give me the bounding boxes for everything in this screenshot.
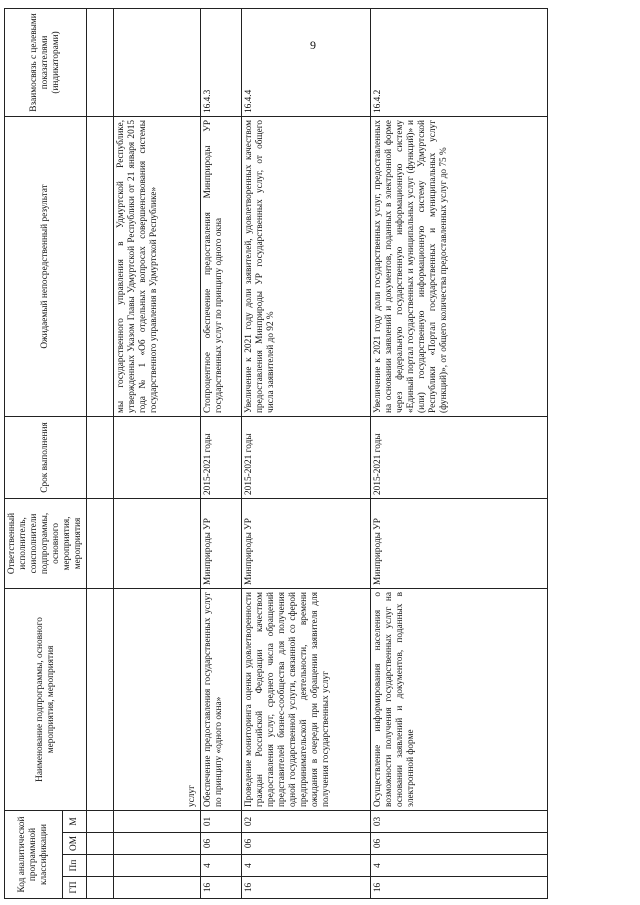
cell-name: Осуществление информирования населения о возможности получения государственных услуг на основании заявлений и документов, поданных в электронной форме xyxy=(371,588,548,810)
cell-om: 06 xyxy=(242,833,371,855)
cell-responsible: Минприроды УР xyxy=(242,498,371,588)
cell-link: 16.4.2 xyxy=(371,8,548,116)
cell-pp: 4 xyxy=(242,855,371,877)
spacer-row xyxy=(87,8,114,898)
cell-gp: 16 xyxy=(242,877,371,899)
table-row xyxy=(371,8,548,898)
header-link: Взаимосвязь с целевыми показателями (индикаторами) xyxy=(5,8,87,116)
cell-m: 03 xyxy=(371,810,548,832)
cell-pp: 4 xyxy=(371,855,548,877)
header-pp: Пп xyxy=(62,855,86,877)
page-number: 9 xyxy=(310,38,316,52)
header-m: М xyxy=(62,810,86,832)
cell-result: Увеличение к 2021 году доли заявителей, удовлетворенных качеством предоставления Минприроды УР государственных услуг, от общего числа заявителей до 92 % xyxy=(242,116,371,416)
rotated-table-wrapper xyxy=(4,9,544,899)
cell-om xyxy=(114,833,201,855)
cell-link: 16.4.4 xyxy=(242,8,371,116)
table-row xyxy=(242,8,371,898)
cell-term: 2015-2021 годы xyxy=(242,416,371,498)
cell-gp xyxy=(114,877,201,899)
cell-om: 06 xyxy=(201,833,242,855)
cell-responsible: Минприроды УР xyxy=(201,498,242,588)
cell-result: Увеличение к 2021 году доли государственных услуг, предоставленных на основании заявлений и документов, поданных в электронной форме через федеральную государственную информационную систему «Единый портал государственных и муниципальных услуг (функций)» и (или) государственную информационную систему Удмуртской Республики «Портал государственных и муниципальных услуг (функций)», от общего количества предоставленных услуг до 75 % xyxy=(371,116,548,416)
cell-m xyxy=(114,810,201,832)
table-row xyxy=(114,8,201,898)
header-code: Код аналитической программной классификации xyxy=(5,810,63,898)
program-measures-table xyxy=(4,8,548,899)
cell-pp: 4 xyxy=(201,855,242,877)
cell-name: Обеспечение предоставления государственных услуг по принципу «одного окна» xyxy=(201,588,242,810)
cell-responsible: Минприроды УР xyxy=(371,498,548,588)
cell-m: 01 xyxy=(201,810,242,832)
header-responsible: Ответственный исполнитель, соисполнители подпрограммы, основного мероприятия, мероприятия xyxy=(5,498,87,588)
cell-gp: 16 xyxy=(201,877,242,899)
header-om: ОМ xyxy=(62,833,86,855)
header-name: Наименование подпрограммы, основного мероприятия, мероприятия xyxy=(5,588,87,810)
cell-pp xyxy=(114,855,201,877)
cell-term xyxy=(114,416,201,498)
cell-name: Проведение мониторинга оценки удовлетворенности граждан Российской Федерации качеством предоставления услуг, среднего числа обращений представителей бизнес-сообщества для получения одной государственной услуги, связанной со сферой предпринимательской деятельности, времени ожидания в очереди при обращении заявителя для получения государственных услуг xyxy=(242,588,371,810)
cell-om: 06 xyxy=(371,833,548,855)
cell-name: услуг xyxy=(114,588,201,810)
cell-term: 2015-2021 годы xyxy=(201,416,242,498)
table-row xyxy=(201,8,242,898)
cell-gp: 16 xyxy=(371,877,548,899)
cell-result: Стопроцентное обеспечение предоставления Минприроды УР государственных услуг по принципу одного окна xyxy=(201,116,242,416)
cell-m: 02 xyxy=(242,810,371,832)
header-gp: ГП xyxy=(62,877,86,899)
cell-responsible xyxy=(114,498,201,588)
cell-link xyxy=(114,8,201,116)
header-result: Ожидаемый непосредственный результат xyxy=(5,116,87,416)
cell-result: мы государственного управления в Удмуртской Республике, утвержденных Указом Главы Удмуртской Республики от 21 января 2015 года № 1 «Об отдельных вопросах совершенствования системы государственного управления в Удмуртской Республике» xyxy=(114,116,201,416)
header-term: Срок выполнения xyxy=(5,416,87,498)
cell-term: 2015-2021 годы xyxy=(371,416,548,498)
cell-link: 16.4.3 xyxy=(201,8,242,116)
